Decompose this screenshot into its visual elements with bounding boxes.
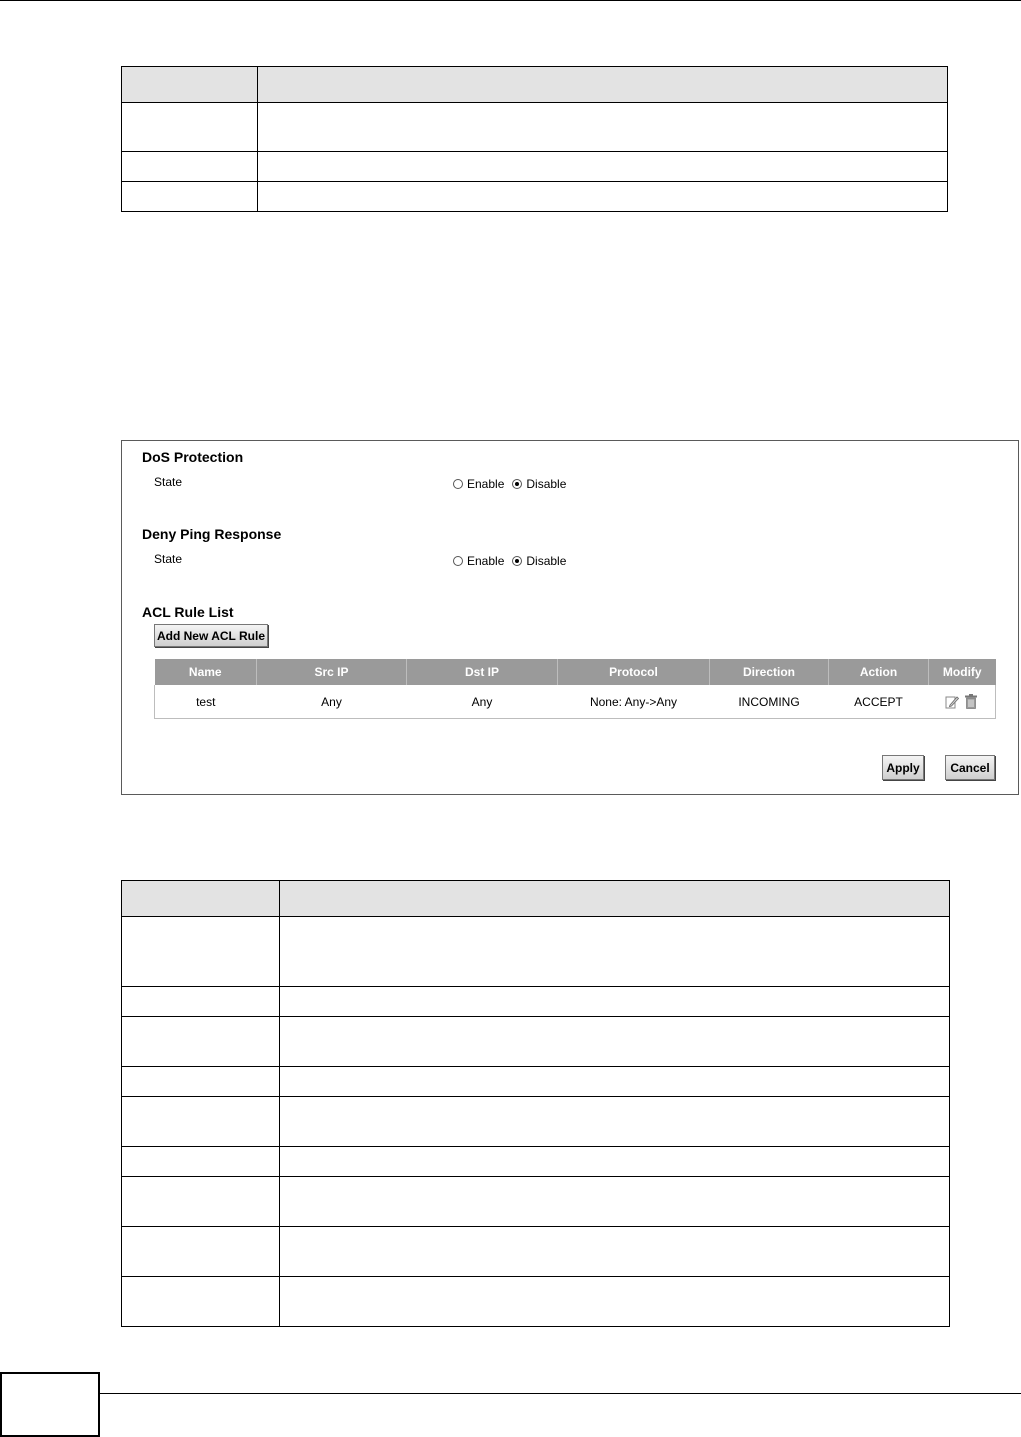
acl-rule-list-title: ACL Rule List: [142, 604, 234, 620]
cell-dst-ip: Any: [407, 685, 558, 719]
apply-button[interactable]: Apply: [882, 755, 924, 780]
dos-enable-label: Enable: [467, 477, 505, 491]
cell-src-ip: Any: [257, 685, 407, 719]
dos-disable-label: Disable: [526, 477, 567, 491]
table-header-row: [122, 67, 948, 103]
table-row: [122, 1097, 950, 1147]
ping-disable-label: Disable: [526, 554, 567, 568]
table-row: [122, 1017, 950, 1067]
col-header-src-ip: Src IP: [257, 659, 407, 685]
label-description-table-top: [121, 66, 948, 212]
add-new-acl-rule-button[interactable]: Add New ACL Rule: [154, 624, 268, 647]
col-header-direction: Direction: [710, 659, 829, 685]
table-row: [122, 917, 950, 987]
footer-rule: [100, 1393, 1021, 1394]
table-row: [155, 685, 996, 719]
ping-enable-label: Enable: [467, 554, 505, 568]
table-row: [122, 182, 948, 212]
trash-icon[interactable]: [964, 694, 978, 709]
dos-state-label: State: [154, 475, 183, 489]
cell-direction: INCOMING: [710, 685, 829, 719]
table-row: [122, 152, 948, 182]
col-header-name: Name: [155, 659, 257, 685]
dos-enable-radio[interactable]: [453, 479, 463, 489]
cell-name: test: [155, 685, 257, 719]
table-row: [122, 1177, 950, 1227]
table-row: [122, 103, 948, 152]
ping-enable-radio[interactable]: [453, 556, 463, 566]
acl-rule-table: [154, 659, 996, 719]
table-header-row: [122, 881, 950, 917]
table-row: [122, 1147, 950, 1177]
table-row: [122, 987, 950, 1017]
table-row: [122, 1277, 950, 1327]
dos-protection-title: DoS Protection: [142, 449, 244, 465]
ping-disable-radio[interactable]: [512, 556, 522, 566]
col-header-dst-ip: Dst IP: [407, 659, 558, 685]
dos-state-radio-group: [453, 477, 574, 491]
cell-modify: [929, 685, 996, 719]
edit-icon[interactable]: [945, 695, 959, 709]
col-header-modify: Modify: [929, 659, 996, 685]
table-row: [122, 1067, 950, 1097]
ping-state-label: State: [154, 552, 183, 566]
cell-protocol: None: Any->Any: [558, 685, 710, 719]
col-header-protocol: Protocol: [558, 659, 710, 685]
label-description-table-bottom: [121, 880, 950, 1327]
page-number-box: [0, 1372, 100, 1437]
cancel-button[interactable]: Cancel: [945, 755, 995, 780]
col-header-action: Action: [829, 659, 929, 685]
deny-ping-title: Deny Ping Response: [142, 526, 282, 542]
page-top-rule: [0, 0, 1021, 1]
cell-action: ACCEPT: [829, 685, 929, 719]
ping-state-radio-group: [453, 554, 574, 568]
dos-disable-radio[interactable]: [512, 479, 522, 489]
table-row: [122, 1227, 950, 1277]
acl-header-row: [155, 659, 996, 685]
firewall-settings-panel: [121, 440, 1019, 795]
